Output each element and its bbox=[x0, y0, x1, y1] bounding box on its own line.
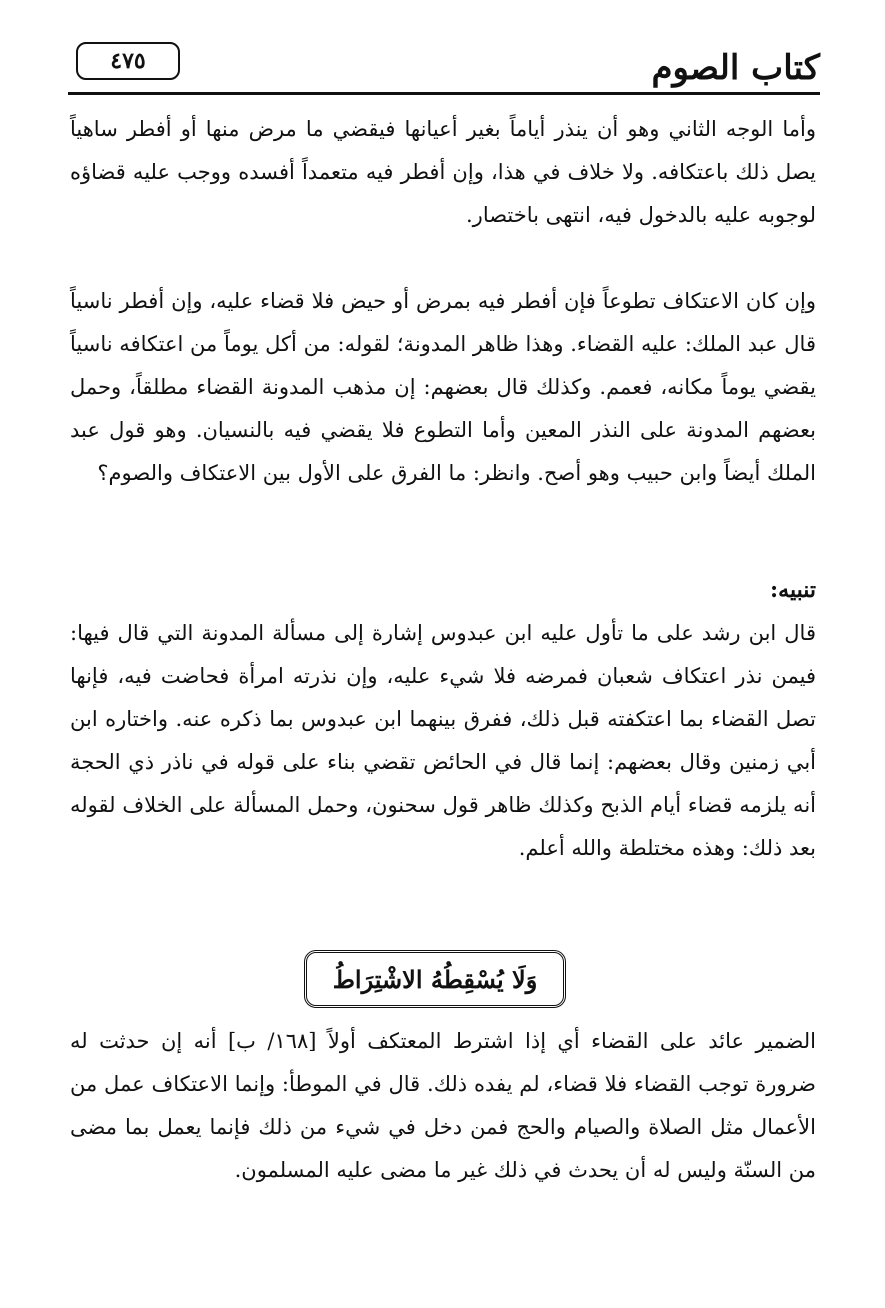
section-title: وَلَا يُسْقِطُهُ الاشْتِرَاطُ bbox=[304, 950, 566, 1008]
page-number: ٤٧٥ bbox=[76, 42, 180, 80]
paragraph-commentary: الضمير عائد على القضاء أي إذا اشترط المعتكف أولاً [١٦٨/ ب] أنه إن حدثت له ضرورة توجب القضاء فلا قضاء، لم يفده ذلك. قال في الموطأ: وإنما الاعتكاف عمل من الأعمال مثل الصلاة والصيام والحج فمن دخل في شيء من ذلك فإنما يعمل بما مضى من السنّة وليس له أن يحدث في ذلك غير ما مضى عليه المسلمون. bbox=[70, 1029, 816, 1182]
book-title: كتاب الصوم bbox=[651, 48, 820, 88]
note-heading: تنبيه: bbox=[770, 577, 816, 603]
paragraph-note: قال ابن رشد على ما تأول عليه ابن عبدوس إشارة إلى مسألة المدونة التي قال فيها: فيمن نذر اعتكاف شعبان فمرضه فلا شيء عليه، وإن نذرته امرأة فحاضت فيه، فإنها تصل القضاء بما اعتكفته قبل ذلك، ففرق بينهما ابن عبدوس بما ذكره عنه. واختاره ابن أبي زمنين وقال بعضهم: إنما قال في الحائض تقضي بناء على قوله في ناذر ذي الحجة أنه يلزمه قضاء أيام الذبح وكذلك ظاهر قول سحنون، وحمل المسألة على الخلاف لقوله بعد ذلك: وهذه مختلطة والله أعلم. bbox=[70, 621, 816, 860]
page-header bbox=[68, 40, 820, 96]
paragraph-voluntary-itikaf: وإن كان الاعتكاف تطوعاً فإن أفطر فيه بمرض أو حيض فلا قضاء عليه، وإن أفطر ناسياً قال عبد الملك: عليه القضاء. وهذا ظاهر المدونة؛ لقوله: من أكل يوماً من اعتكافه ناسياً يقضي يوماً مكانه، فعمم. وكذلك قال بعضهم: إن مذهب المدونة القضاء مطلقاً، وحمل بعضهم المدونة على النذر المعين وأما التطوع فلا يقضي فيه بالنسيان. وهو قول عبد الملك أيضاً وابن حبيب وهو أصح. وانظر: ما الفرق على الأول بين الاعتكاف والصوم؟ bbox=[70, 289, 816, 485]
header-divider bbox=[68, 92, 820, 95]
paragraph-second-aspect: وأما الوجه الثاني وهو أن ينذر أياماً بغير أعيانها فيقضي ما مرض منها أو أفطر ساهياً يصل ذلك باعتكافه. ولا خلاف في هذا، وإن أفطر فيه متعمداً أفسده ووجب عليه قضاؤه لوجوبه عليه بالدخول فيه، انتهى باختصار. bbox=[70, 117, 816, 227]
